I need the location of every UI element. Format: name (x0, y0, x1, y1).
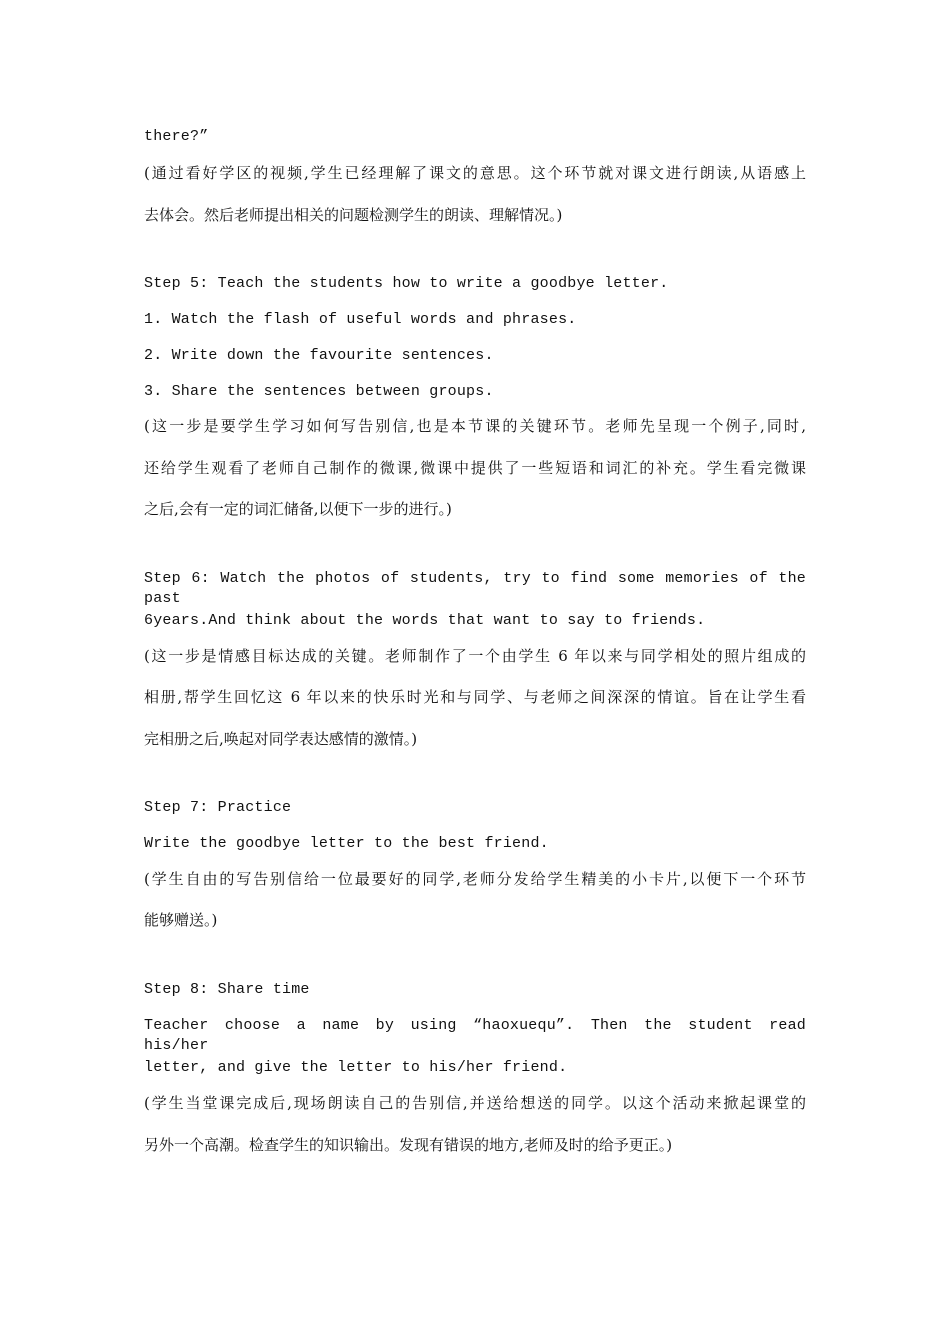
text-line: 还给学生观看了老师自己制作的微课,微课中提供了一些短语和词汇的补充。学生看完微课 (144, 459, 806, 477)
list-item: 3. Share the sentences between groups. (144, 383, 494, 400)
text-line: 完相册之后,唤起对同学表达感情的激情。) (144, 730, 418, 748)
text-line: 之后,会有一定的词汇储备,以便下一步的进行。) (144, 500, 452, 518)
list-item: 2. Write down the favourite sentences. (144, 347, 494, 364)
text-line: Write the goodbye letter to the best friend. (144, 835, 549, 852)
text-line: (学生自由的写告别信给一位最要好的同学,老师分发给学生精美的小卡片,以便下一个环节 (144, 870, 806, 888)
step-heading: Step 8: Share time (144, 981, 310, 998)
text-line: there?” (144, 128, 209, 145)
text-line: 去体会。然后老师提出相关的问题检测学生的朗读、理解情况。) (144, 206, 563, 224)
text-line: (这一步是要学生学习如何写告别信,也是本节课的关键环节。老师先呈现一个例子,同时, (144, 417, 806, 435)
step-heading: Step 7: Practice (144, 799, 292, 816)
text-line: Teacher choose a name by using “haoxuequ”. Then the student read his/her (144, 1017, 806, 1054)
list-item: 1. Watch the flash of useful words and phrases. (144, 311, 577, 328)
text-line: (这一步是情感目标达成的关键。老师制作了一个由学生 6 年以来与同学相处的照片组成的 (144, 647, 806, 665)
text-line: 相册,帮学生回忆这 6 年以来的快乐时光和与同学、与老师之间深深的情谊。旨在让学生看 (144, 688, 806, 706)
text-line: letter, and give the letter to his/her friend. (144, 1059, 568, 1076)
text-line: (通过看好学区的视频,学生已经理解了课文的意思。这个环节就对课文进行朗读,从语感上 (144, 164, 806, 182)
text-line: 6years.And think about the words that want to say to friends. (144, 612, 706, 629)
step-heading: Step 5: Teach the students how to write a goodbye letter. (144, 275, 669, 292)
text-line: 另外一个高潮。检查学生的知识输出。发现有错误的地方,老师及时的给予更正。) (144, 1136, 673, 1154)
text-line: (学生当堂课完成后,现场朗读自己的告别信,并送给想送的同学。以这个活动来掀起课堂的 (144, 1094, 806, 1112)
text-line: 能够赠送。) (144, 911, 218, 929)
step-heading: Step 6: Watch the photos of students, try to find some memories of the past (144, 570, 806, 607)
